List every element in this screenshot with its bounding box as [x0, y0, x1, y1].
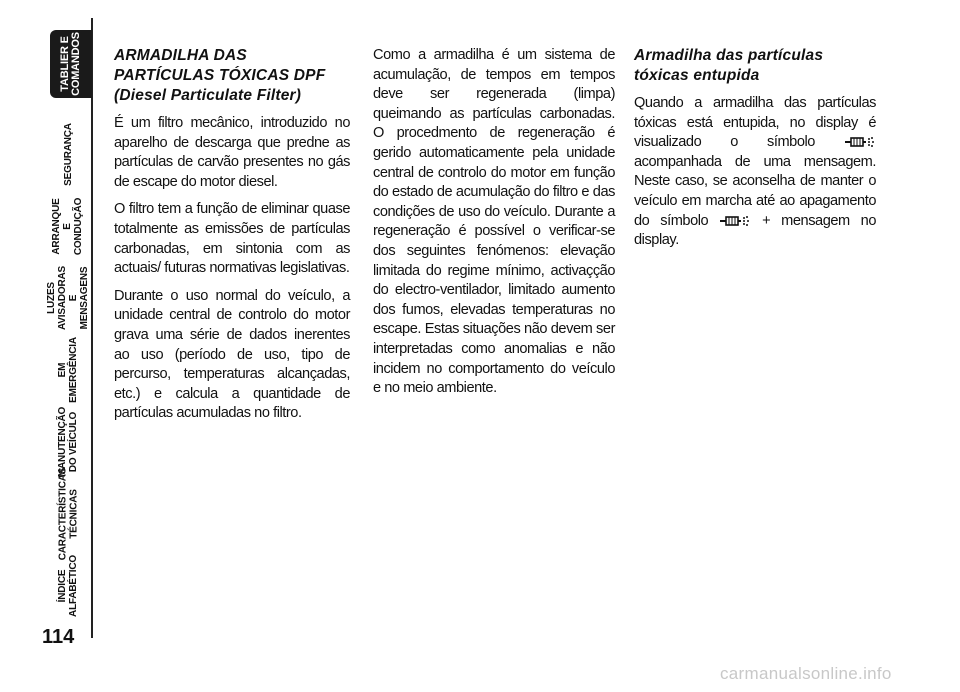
- text-run: acompanhada de uma mensagem. Neste caso, se aconselha de manter o veículo em marcha até ao apagamento do símbolo: [634, 153, 876, 229]
- tab-indice-alfabetico[interactable]: [48, 552, 88, 620]
- text-run: Quando a armadilha das partículas tóxicas está entupida, no display é visualizado o símbolo: [634, 95, 876, 151]
- section-title-dpf: ARMADILHA DAS PARTÍCULAS TÓXICAS DPF (Diesel Particulate Filter): [114, 47, 326, 104]
- tab-label: TABLIER E COMANDOS: [59, 32, 83, 96]
- text-run: + mensagem no display.: [634, 212, 877, 249]
- column-2: [373, 46, 615, 407]
- tab-caracteristicas-tecnicas[interactable]: [48, 467, 88, 561]
- tab-tablier-comandos[interactable]: [50, 30, 92, 98]
- page-number: 114: [42, 626, 75, 648]
- paragraph: O filtro tem a função de eliminar quase totalmente as emissões de partículas carbonadas, em sintonia com as actuais/ futuras normativas legislativas.: [114, 201, 350, 277]
- tab-arranque-conducao[interactable]: [48, 192, 88, 260]
- tab-luzes-avisadoras[interactable]: [48, 264, 88, 332]
- tab-label: SEGURANÇA: [62, 122, 74, 186]
- dpf-filter-icon: [719, 215, 751, 227]
- tab-label: EM EMERGÊNCIA: [57, 337, 79, 403]
- tab-label: CARACTERÍSTICAS TÉCNICAS: [57, 467, 79, 561]
- sidebar-divider: [91, 18, 93, 638]
- column-3: [634, 46, 876, 259]
- tab-label: LUZES AVISADORAS E MENSAGENS: [46, 266, 90, 330]
- column-1: [114, 46, 350, 432]
- tab-label: ÍNDICE ALFABÉTICO: [57, 555, 80, 617]
- section-title-entupida: Armadilha das partículas tóxicas entupida: [634, 47, 824, 84]
- paragraph: Como a armadilha é um sistema de acumulação, de tempos em tempos deve ser regenerada (limpa) queimando as partículas carbonadas. O procedmento de regeneração é gerido automaticamente pela unidade central de controlo do motor em função do estado de acumulação do filtro e das condições de uso do veículo. Durante a regeneração é possível o verificar-se dos seguintes fenómenos: elevação limitada do regime mínimo, activaçção do electro-ventilador, limitado aumento dos fumos, elevadas temperaturas no escape. Estas situações não devem ser interpretadas como anomalias e não incidem no comportamento do veículo e no meio ambiente.: [373, 47, 615, 397]
- tab-manutencao-veiculo[interactable]: [48, 408, 88, 476]
- sidebar-nav: [0, 0, 95, 692]
- dpf-filter-icon: [844, 136, 876, 148]
- tab-em-emergencia[interactable]: [48, 336, 88, 404]
- watermark: carmanualsonline.info: [720, 664, 892, 683]
- tab-label: ARRANQUE E CONDUÇÃO: [51, 197, 85, 255]
- paragraph: Durante o uso normal do veículo, a unidade central de controlo do motor grava uma série de dados inerentes ao uso (período de uso, tipo de percurso, temperaturas alcançadas, etc.) e calcula a quantidade de partículas acumuladas no filtro.: [114, 287, 350, 422]
- paragraph: [634, 94, 876, 251]
- tab-seguranca[interactable]: [48, 120, 88, 188]
- paragraph: É um filtro mecânico, introduzido no aparelho de descarga que predne as partículas de carvão presentes no gás de escape do motor diesel.: [114, 115, 350, 190]
- tab-label: MANUTENÇÃO DO VEÍCULO: [57, 406, 79, 478]
